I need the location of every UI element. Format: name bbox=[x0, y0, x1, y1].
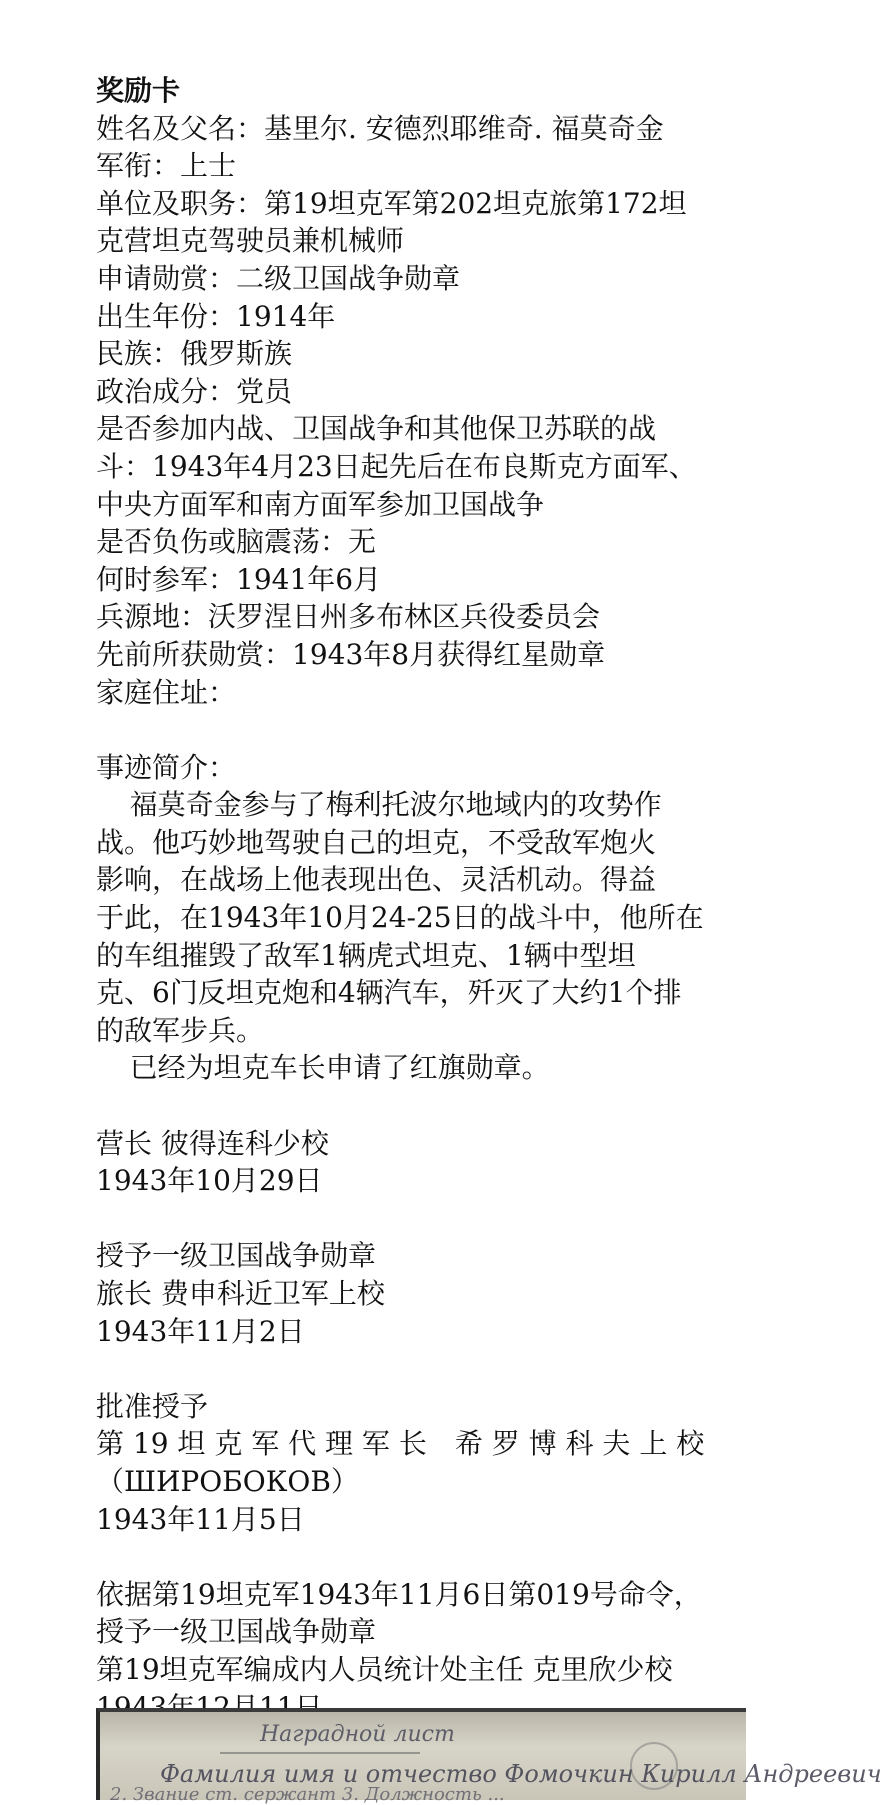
summary-paragraph-2: 已经为坦克车长申请了红旗勋章。 bbox=[129, 1051, 550, 1085]
brigade-date: 1943年11月2日 bbox=[96, 1314, 305, 1348]
summary-line-2: 战。他巧妙地驾驶自己的坦克，不受敌军炮火 bbox=[96, 825, 657, 859]
combat-field-line-3: 中央方面军和南方面军参加卫国战争 bbox=[96, 487, 545, 521]
prior-awards-field: 先前所获勋赏：1943年8月获得红星勋章 bbox=[96, 637, 606, 671]
summary-line-3: 影响，在战场上他表现出色、灵活机动。得益 bbox=[96, 863, 657, 897]
spacer bbox=[96, 1200, 746, 1238]
party-field: 政治成分：党员 bbox=[96, 374, 293, 408]
unit-field-line-1: 单位及职务：第19坦克军第202坦克旅第172坦 bbox=[96, 186, 687, 220]
corps-commander-signature: 第 19 坦 克 军 代 理 军 长 希 罗 博 科 夫 上 校 bbox=[96, 1427, 705, 1461]
battalion-commander-signature: 营长 彼得连科少校 bbox=[96, 1126, 329, 1160]
scan-underline bbox=[220, 1752, 420, 1754]
address-field: 家庭住址： bbox=[96, 675, 237, 709]
summary-line-4: 于此，在1943年10月24-25日的战斗中，他所在 bbox=[96, 901, 704, 935]
spacer bbox=[96, 711, 746, 749]
enlisted-field: 何时参军：1941年6月 bbox=[96, 562, 382, 596]
rank-field: 军衔：上士 bbox=[96, 149, 237, 183]
summary-line-7: 的敌军步兵。 bbox=[96, 1013, 265, 1047]
corps-approval: 批准授予 bbox=[96, 1389, 209, 1423]
draft-office-field: 兵源地：沃罗涅日州多布林区兵役委员会 bbox=[96, 600, 601, 634]
scan-handwriting-line: Фамилия имя и отчество Фомочкин Кирилл Андреевич bbox=[160, 1760, 882, 1788]
wounds-field: 是否负伤或脑震荡：无 bbox=[96, 525, 377, 559]
brigade-award-decision: 授予一级卫国战争勋章 bbox=[96, 1239, 377, 1273]
battalion-date: 1943年10月29日 bbox=[96, 1164, 323, 1198]
spacer bbox=[96, 1087, 746, 1125]
award-card-document bbox=[96, 72, 746, 1726]
order-reference-line-2: 授予一级卫国战争勋章 bbox=[96, 1615, 377, 1649]
combat-field-line-2: 斗：1943年4月23日起先后在布良斯克方面军、 bbox=[96, 449, 697, 483]
corps-commander-russian-name: （ШИРОБОКОВ） bbox=[96, 1464, 359, 1498]
order-reference-line-1: 依据第19坦克军1943年11月6日第019号命令， bbox=[96, 1577, 702, 1611]
spacer bbox=[96, 1538, 746, 1576]
requested-award-field: 申请勋赏：二级卫国战争勋章 bbox=[96, 261, 461, 295]
brigade-commander-signature: 旅长 费申科近卫军上校 bbox=[96, 1277, 385, 1310]
summary-heading: 事迹简介： bbox=[96, 750, 237, 784]
combat-field-line-1: 是否参加内战、卫国战争和其他保卫苏联的战 bbox=[96, 412, 657, 446]
summary-line-6: 克、6门反坦克炮和4辆汽车，歼灭了大约1个排 bbox=[96, 976, 682, 1010]
summary-line-5: 的车组摧毁了敌军1辆虎式坦克、1辆中型坦 bbox=[96, 938, 636, 972]
scan-handwriting-line-2: 2. Звание ст. сержант 3. Должность ... bbox=[110, 1784, 505, 1805]
scan-handwriting-title: Наградной лист bbox=[260, 1722, 455, 1747]
summary-line-1: 福莫奇金参与了梅利托波尔地域内的攻势作 bbox=[129, 788, 662, 822]
corps-date: 1943年11月5日 bbox=[96, 1502, 305, 1536]
unit-field-line-2: 克营坦克驾驶员兼机械师 bbox=[96, 224, 405, 258]
name-field: 姓名及父名：基里尔. 安德烈耶维奇. 福莫奇金 bbox=[96, 111, 664, 145]
spacer bbox=[96, 1350, 746, 1388]
scanned-award-sheet-image bbox=[96, 1708, 882, 1805]
ethnicity-field: 民族：俄罗斯族 bbox=[96, 337, 293, 371]
birth-year-field: 出生年份：1914年 bbox=[96, 299, 336, 333]
statistics-officer-signature: 第19坦克军编成内人员统计处主任 克里欣少校 bbox=[96, 1652, 673, 1686]
card-title: 奖励卡 bbox=[96, 74, 181, 107]
